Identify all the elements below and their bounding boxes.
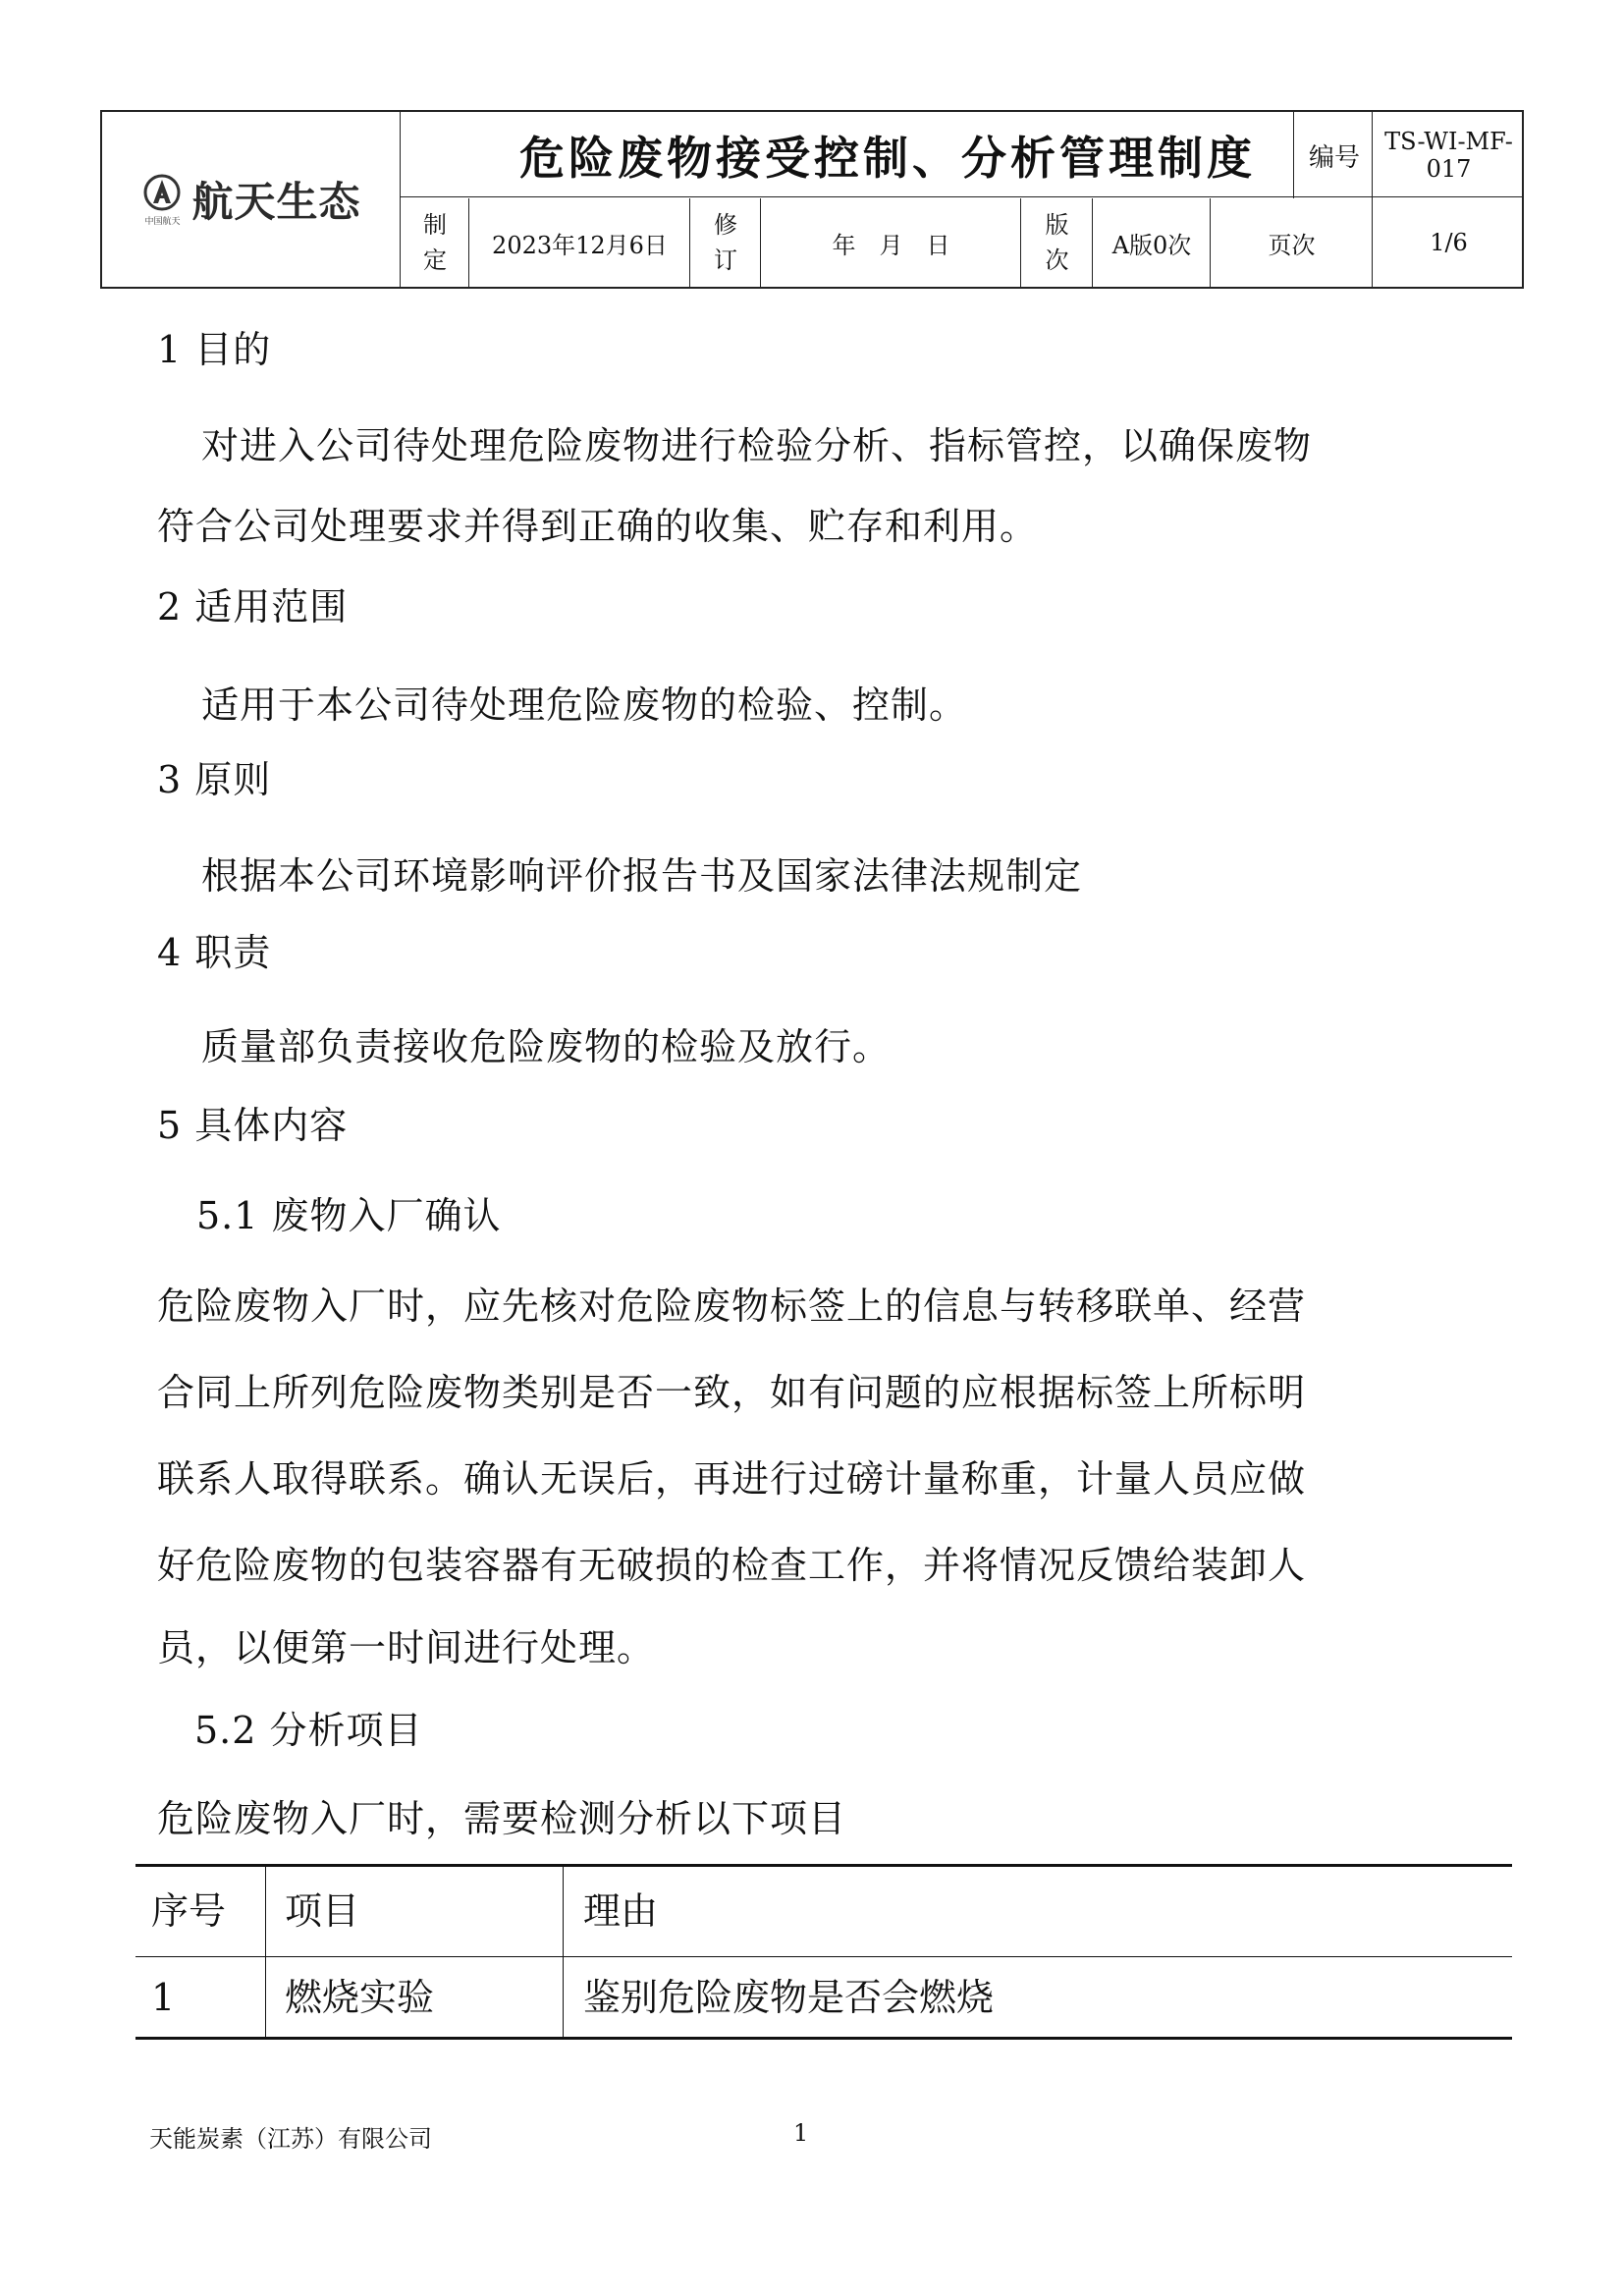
number-label: 编号	[1308, 142, 1360, 173]
header-divider	[468, 198, 469, 287]
paragraph-line: 好危险废物的包装容器有无破损的检查工作，并将情况反馈给装卸人	[157, 1544, 1307, 1587]
paragraph-line: 符合公司处理要求并得到正确的收集、贮存和利用。	[157, 505, 1039, 548]
table-cell: 1	[151, 1976, 176, 2019]
logo-small-text: 中国航天	[144, 216, 181, 227]
subsection-heading: 5.2 分析项目	[194, 1709, 423, 1752]
section-heading: 4 职责	[157, 931, 272, 974]
made-label-char: 定	[423, 246, 447, 274]
edition-label-char: 版	[1045, 211, 1069, 239]
page-label: 页次	[1268, 231, 1316, 259]
page-value: 1/6	[1430, 229, 1468, 256]
header-divider	[1020, 198, 1021, 287]
header-divider	[760, 198, 761, 287]
table-cell: 燃烧实验	[285, 1976, 435, 2019]
table-cell: 鉴别危险废物是否会燃烧	[583, 1976, 995, 2019]
section-heading: 2 适用范围	[157, 585, 349, 629]
aerospace-emblem-icon	[142, 173, 182, 212]
analysis-items-table	[135, 1864, 1512, 2039]
revise-date: 年 月 日	[832, 231, 950, 259]
table-bottom-rule	[135, 2037, 1512, 2040]
paragraph-line: 适用于本公司待处理危险废物的检验、控制。	[201, 683, 968, 727]
footer-page-number: 1	[793, 2119, 809, 2147]
header-divider	[1092, 198, 1093, 287]
section-heading: 5 具体内容	[157, 1104, 349, 1147]
logo-mark	[142, 173, 182, 227]
document-title: 危险废物接受控制、分析管理制度	[519, 132, 1256, 185]
document-header-table	[100, 110, 1524, 289]
section-heading: 3 原则	[157, 758, 272, 801]
paragraph-line: 质量部负责接收危险废物的检验及放行。	[201, 1025, 892, 1068]
paragraph-line: 根据本公司环境影响评价报告书及国家法律法规制定	[201, 854, 1083, 898]
company-logo	[102, 112, 402, 287]
made-label	[402, 198, 468, 287]
table-header-cell: 理由	[583, 1889, 659, 1933]
paragraph-line: 危险废物入厂时，需要检测分析以下项目	[157, 1797, 847, 1840]
logo-text: 航天生态	[191, 178, 361, 226]
edition-label-char: 次	[1045, 246, 1069, 274]
paragraph-line: 危险废物入厂时，应先核对危险废物标签上的信息与转移联单、经营	[157, 1285, 1307, 1328]
revise-label	[691, 198, 760, 287]
edition-label	[1022, 198, 1092, 287]
edition-value: A版0次	[1111, 231, 1192, 259]
table-header-cell: 项目	[285, 1889, 360, 1933]
section-heading: 1 目的	[157, 328, 272, 371]
subsection-heading: 5.1 废物入厂确认	[196, 1194, 502, 1237]
made-date: 2023年12月6日	[492, 231, 668, 259]
table-column-divider	[265, 1864, 266, 2039]
document-number: TS-WI-MF-017	[1384, 128, 1513, 183]
revise-label-char: 修	[714, 211, 737, 239]
table-header-cell: 序号	[151, 1889, 227, 1933]
made-label-char: 制	[423, 211, 447, 239]
paragraph-line: 员，以便第一时间进行处理。	[157, 1626, 656, 1669]
header-divider	[689, 198, 690, 287]
revise-label-char: 订	[714, 246, 737, 274]
table-top-rule	[135, 1864, 1512, 1867]
table-column-divider	[563, 1864, 564, 2039]
header-divider	[1210, 198, 1211, 287]
paragraph-line: 对进入公司待处理危险废物进行检验分析、指标管控，以确保废物	[201, 424, 1313, 467]
paragraph-line: 联系人取得联系。确认无误后，再进行过磅计量称重，计量人员应做	[157, 1457, 1307, 1501]
table-header-rule	[135, 1956, 1512, 1957]
footer-company: 天能炭素（江苏）有限公司	[149, 2125, 432, 2153]
paragraph-line: 合同上所列危险废物类别是否一致，如有问题的应根据标签上所标明	[157, 1371, 1307, 1414]
